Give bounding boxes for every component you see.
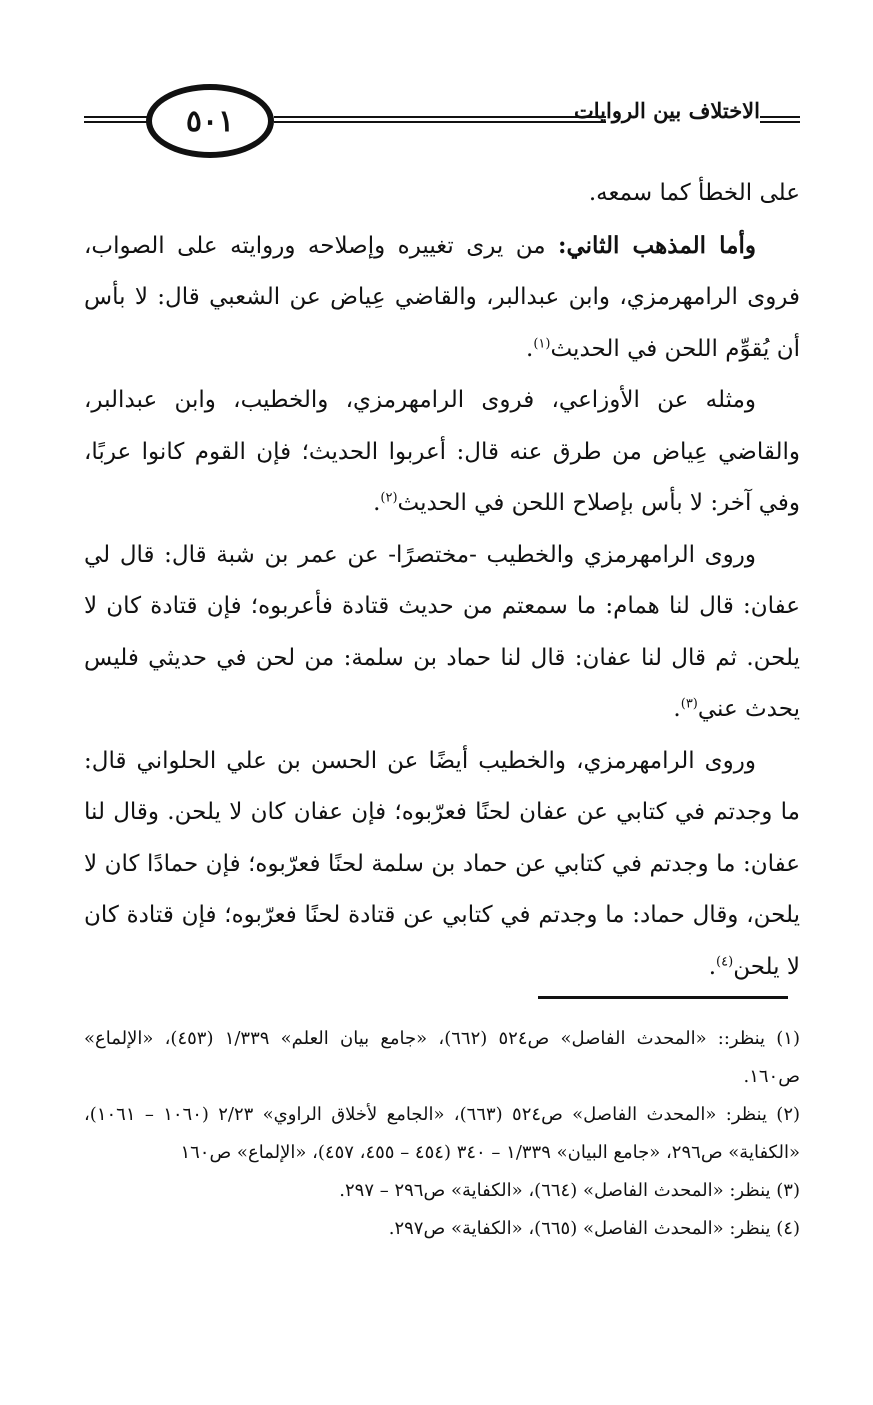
paragraph-text: وروى الرامهرمزي، والخطيب أيضًا عن الحسن بن علي الحلواني قال: ما وجدتم في كتابي عن عفان لحنًا فعرّبوه؛ فإن عفان كان لا يلحن. وقال لنا عفان: ما وجدتم في كتابي عن حماد بن سلمة لحنًا فعرّبوه؛ فإن حمادًا كان لا يلحن، وقال حماد: ما وجدتم في كتابي عن قتادة لحنًا فعرّبوه؛ فإن قتادة كان لا يلحن [84,747,800,980]
footnote-3: (٣) ينظر: «المحدث الفاصل» (٦٦٤)، «الكفاية» ص٢٩٦ – ٢٩٧. [339,1180,800,1201]
paragraph-continuation [84,168,800,220]
paragraph-end: . [373,490,381,516]
paragraph-lead: وأما المذهب الثاني: [558,231,756,259]
paragraph-text: وروى الرامهرمزي والخطيب -مختصرًا- عن عمر بن شبة قال: قال لي عفان: قال لنا همام: ما سمعتم من حديث قتادة فأعربوه؛ فإن قتادة كان لا يلحن. ثم قال لنا عفان: قال لنا حماد بن سلمة: من لحن في حديثي فليس يحدث عني [84,541,800,722]
footnote-separator [538,996,788,999]
paragraph-text: من يرى تغييره وإصلاحه وروايته على الصواب، فروى الرامهرمزي، وابن عبدالبر، والقاضي عِياض عن الشعبي قال: لا بأس أن يُقوِّم اللحن في الحديث [84,232,800,362]
running-title: الاختلاف بين الروايات [573,98,760,123]
page-header [84,78,804,164]
footnote-ref-2[interactable]: (٢) [380,490,398,506]
header-rule-right [760,116,800,123]
footnote-ref-3[interactable]: (٣) [680,696,698,712]
main-text [84,168,800,993]
paragraph-text: ومثله عن الأوزاعي، فروى الرامهرمزي، والخطيب، وابن عبدالبر، والقاضي عِياض من طرق عنه قال: أعربوا الحديث؛ فإن القوم كانوا عربًا، وفي آخر: لا بأس بإصلاح اللحن في الحديث [84,387,800,516]
footnote-ref-1[interactable]: (١) [533,335,551,351]
footnote-4: (٤) ينظر: «المحدث الفاصل» (٦٦٥)، «الكفاية» ص٢٩٧. [388,1218,800,1239]
paragraph-text: على الخطأ كما سمعه. [588,180,800,206]
header-rule-middle [274,116,606,123]
header-rule-left [84,116,150,123]
paragraph-umar-ibn-shabba [84,530,800,736]
paragraph-awzai [84,375,800,530]
paragraph-end: . [673,696,681,722]
paragraph-end: . [526,335,534,362]
page-number: ٥٠١ [146,84,274,158]
paragraph-end: . [708,953,717,980]
paragraph-hulwani [84,736,800,994]
paragraph-second-school [84,220,800,376]
footnote-ref-4[interactable]: (٤) [716,953,734,969]
footnotes [84,1020,800,1248]
footnote-1: (١) ينظر:: «المحدث الفاصل» ص٥٢٤ (٦٦٢)، «جامع بيان العلم» ١/٣٣٩ (٤٥٣)، «الإلماع» ص١٦٠. [84,1028,800,1087]
footnote-2: (٢) ينظر: «المحدث الفاصل» ص٥٢٤ (٦٦٣)، «الجامع لأخلاق الراوي» ٢/٢٣ (١٠٦٠ – ١٠٦١)، «الكفاية» ص٢٩٦، «جامع البيان» ١/٣٣٩ – ٣٤٠ (٤٥٤ – ٤٥٥، ٤٥٧)، «الإلماع» ص١٦٠ [84,1104,801,1163]
